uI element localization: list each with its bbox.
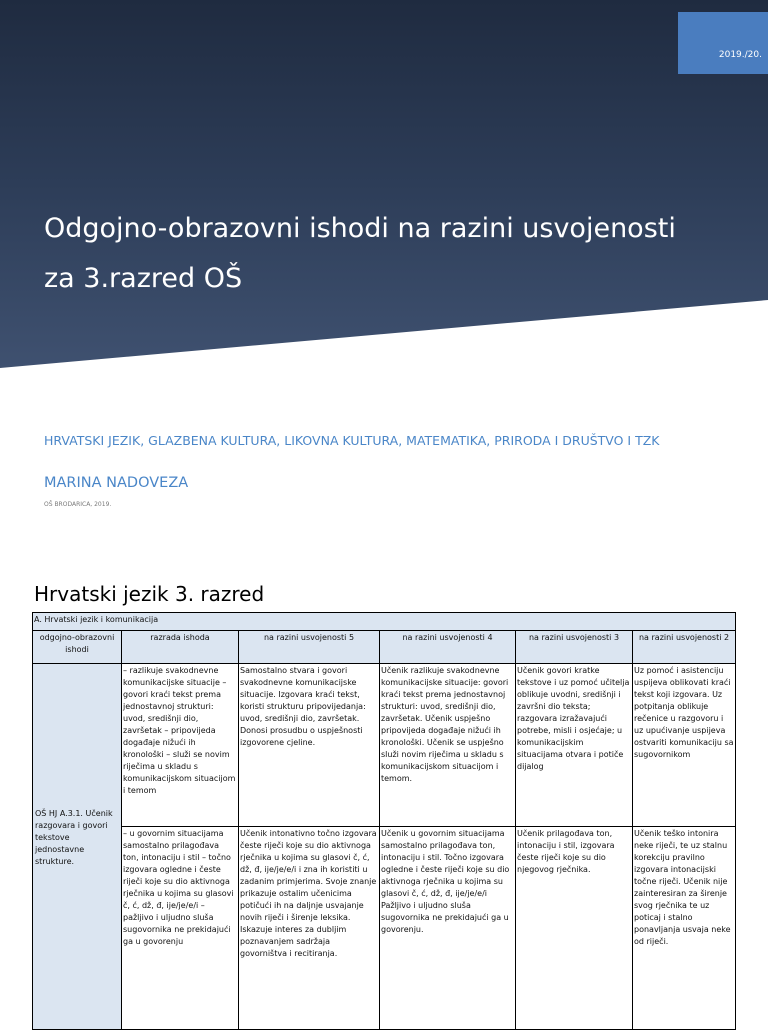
- domain-row: [33, 613, 736, 631]
- title-line-1: Odgojno-obrazovni ishodi na razini usvojenosti: [44, 213, 676, 244]
- breakdown-cell: – razlikuje svakodnevne komunikacijske situacije – govori kraći tekst prema jednostavnoj strukturi: uvod, središnji dio, završetak – pripovijeda događaje nižući ih kronološki – služi se novim riječima u skladu s komunikacijskom situacijom i temom: [122, 664, 239, 827]
- header-row: [33, 631, 736, 664]
- breakdown-cell: – u govornim situacijama samostalno prilagođava ton, intonaciju i stil – točno izgovara ogledne i česte riječi koje su dio aktivnoga rječnika u kojima su glasovi č, ć, dž, đ, ije/je/e/i – pažljivo i uljudno sluša sugovornika ne prekidajući ga u govorenju: [122, 827, 239, 1030]
- level-2-cell: Učenik teško intonira neke riječi, te uz stalnu korekciju pravilno izgovara intonacijski točne riječi. Učenik nije zainteresiran za širenje svog rječnika te uz poticaj i stalno ponavljanja usvaja neke od riječi.: [633, 827, 736, 1030]
- header-level-4: na razini usvojenosti 4: [380, 631, 516, 664]
- header-level-5: na razini usvojenosti 5: [239, 631, 380, 664]
- domain-title: A. Hrvatski jezik i komunikacija: [33, 613, 736, 631]
- title-line-2: za 3.razred OŠ: [44, 263, 243, 294]
- author-name: MARINA NADOVEZA: [44, 475, 189, 491]
- level-3-cell: Učenik govori kratke tekstove i uz pomoć učitelja oblikuje uvodni, središnji i završni dio teksta; razgovara izražavajući potrebe, misli i osjećaje; u komunikacijskim situacijama otvara i potiče dijalog: [516, 664, 633, 827]
- section-title: Hrvatski jezik 3. razred: [34, 582, 265, 606]
- level-4-cell: Učenik razlikuje svakodnevne komunikacijske situacije: govori kraći tekst prema jednostavnoj strukturi: uvod, središnji dio, završetak. Učenik uspješno pripovijeda događaje nižući ih kronološki. Učenik se uspješno služi novim riječima u skladu s komunikacijskom situacijom i temom.: [380, 664, 516, 827]
- header-level-2: na razini usvojenosti 2: [633, 631, 736, 664]
- outcomes-table: [32, 612, 736, 1030]
- header-breakdown: razrada ishoda: [122, 631, 239, 664]
- table-row: [33, 827, 736, 1030]
- subjects-subtitle: HRVATSKI JEZIK, GLAZBENA KULTURA, LIKOVNA KULTURA, MATEMATIKA, PRIRODA I DRUŠTVO I TZK: [44, 433, 660, 448]
- header-outcomes: odgojno-obrazovni ishodi: [33, 631, 122, 664]
- outcome-text: OŠ HJ A.3.1. Učenik razgovara i govori tekstove jednostavne strukture.: [35, 809, 113, 866]
- slide-title: [44, 204, 744, 304]
- level-5-cell: Samostalno stvara i govori svakodnevne komunikacijske situacije. Izgovara kraći tekst, koristi strukturu pripovijedanja: uvod, središnji dio, završetak. Donosi prosudbu o uspješnosti izgovorene cjeline.: [239, 664, 380, 827]
- level-3-cell: Učenik prilagođava ton, intonaciju i stil, izgovara česte riječi koje su dio njegovog rječnika.: [516, 827, 633, 1030]
- date-label: 2019./20.: [718, 50, 762, 60]
- outcome-cell: [33, 664, 122, 1030]
- school-label: OŠ BRODARICA, 2019.: [44, 501, 112, 508]
- date-box: [678, 12, 768, 74]
- level-5-cell: Učenik intonativno točno izgovara česte riječi koje su dio aktivnoga rječnika u kojima su glasovi č, ć, dž, đ, ije/je/e/i i zna ih koristiti u zadanim primjerima. Svoje znanje prikazuje ostalim učenicima potičući ih na daljnje usvajanje novih riječi i širenje leksika. Iskazuje interes za dubljim poznavanjem sadržaja govorništva i recitiranja.: [239, 827, 380, 1030]
- header-level-3: na razini usvojenosti 3: [516, 631, 633, 664]
- level-2-cell: Uz pomoć i asistenciju uspijeva oblikovati kraći tekst koji izgovara. Uz potpitanja oblikuje rečenice u razgovoru i uz upućivanje uspijeva ostvariti komunikaciju sa sugovornikom: [633, 664, 736, 827]
- table-row: [33, 664, 736, 827]
- level-4-cell: Učenik u govornim situacijama samostalno prilagođava ton, intonaciju i stil. Točno izgovara ogledne i česte riječi koje su dio aktivnoga rječnika u kojima su glasovi č, ć, dž, đ, ije/je/e/i Pažljivo i uljudno sluša sugovornika ne prekidajući ga u govorenju.: [380, 827, 516, 1030]
